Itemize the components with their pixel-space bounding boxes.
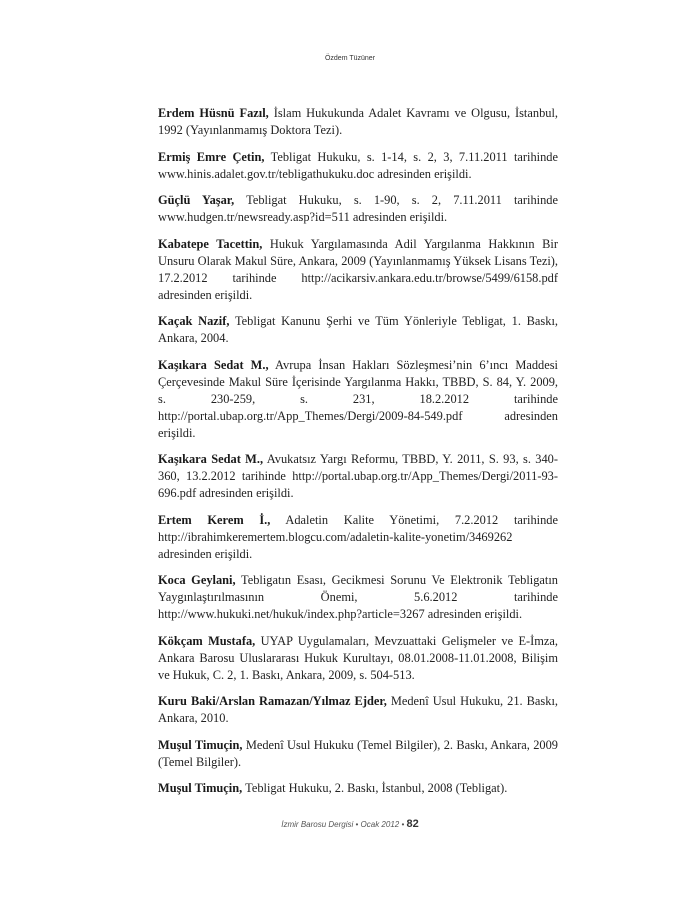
header-author: Özdem Tüzüner <box>324 55 376 62</box>
entry-author: Kuru Baki/Arslan Ramazan/Yılmaz Ejder, <box>158 694 387 708</box>
entry-text: Adaletin Kalite Yönetimi, 7.2.2012 tarihinde http://ibrahimkeremertem.blogcu.com/adaletin-kalite-yonetim/3469262 adresinden erişildi. <box>158 512 558 561</box>
entry-text: Tebligat Hukuku, s. 1-90, s. 2, 7.11.2011 tarihinde www.hudgen.tr/newsready.asp?id=511 adresinden erişildi. <box>158 193 558 224</box>
bibliography-entry <box>158 357 558 442</box>
page-footer <box>0 818 700 830</box>
page-number: 82 <box>406 818 419 830</box>
bibliography-entry <box>158 105 558 139</box>
bibliography-entry <box>158 693 558 727</box>
bibliography-entry <box>158 192 558 226</box>
entry-text: Tebligat Hukuku, s. 1-14, s. 2, 3, 7.11.2011 tarihinde www.hinis.adalet.gov.tr/tebligathukuku.doc adresinden erişildi. <box>158 149 558 181</box>
bibliography-entry <box>158 572 558 623</box>
entry-text: Medenî Usul Hukuku (Temel Bilgiler), 2. Baskı, Ankara, 2009 (Temel Bilgiler). <box>158 737 558 769</box>
entry-author: Kökçam Mustafa, <box>158 633 256 648</box>
bibliography-entry <box>158 633 558 684</box>
footer-journal: İzmir Barosu Dergisi • Ocak 2012 • <box>281 820 405 829</box>
entry-author: Kaşıkara Sedat M., <box>158 452 264 466</box>
bibliography-entry <box>158 780 558 797</box>
entry-text: Medenî Usul Hukuku, 21. Baskı, Ankara, 2010. <box>158 694 558 725</box>
entry-text: Tebligatın Esası, Gecikmesi Sorunu Ve Elektronik Tebligatın Yaygınlaştırılmasının Önemi, 5.6.2012 tarihinde http://www.hukuki.net/hukuk/index.php?article=3267 adresinden erişildi. <box>158 573 559 621</box>
entry-text: UYAP Uygulamaları, Mevzuattaki Gelişmeler ve E-İmza, Ankara Barosu Uluslararası Hukuk Kurultayı, 08.01.2008-11.01.2008, Bilişim ve Hukuk, C. 2, 1. Baskı, Ankara, 2009, s. 504-513. <box>158 633 558 682</box>
bibliography-entry <box>158 149 558 183</box>
entry-author: Ertem Kerem İ., <box>158 512 271 527</box>
entry-text: Tebligat Kanunu Şerhi ve Tüm Yönleriyle Tebligat, 1. Baskı, Ankara, 2004. <box>158 314 558 345</box>
running-header <box>0 55 700 62</box>
entry-text: İslam Hukukunda Adalet Kavramı ve Olgusu, İstanbul, 1992 (Yayınlanmamış Doktora Tezi). <box>158 106 558 137</box>
entry-text: Avukatsız Yargı Reformu, TBBD, Y. 2011, S. 93, s. 340-360, 13.2.2012 tarihinde http://portal.ubap.org.tr/App_Themes/Dergi/2011-93-696.pdf adresinden erişildi. <box>158 452 558 500</box>
entry-author: Ermiş Emre Çetin, <box>158 149 265 164</box>
entry-author: Kabatepe Tacettin, <box>158 236 263 251</box>
entry-author: Kaşıkara Sedat M., <box>158 357 269 372</box>
bibliography-entry <box>158 236 558 304</box>
entry-author: Muşul Timuçin, <box>158 781 243 795</box>
entry-text: Avrupa İnsan Hakları Sözleşmesi’nin 6’ıncı Maddesi Çerçevesinde Makul Süre İçerisinde Yargılanma Hakkı, TBBD, S. 84, Y. 2009, s. 230-259, s. 231, 18.2.2012 tarihinde http://portal.ubap.org.tr/App_Themes/Dergi/2009-84-549.pdf adresinden erişildi. <box>158 357 558 440</box>
entry-text: Hukuk Yargılamasında Adil Yargılanma Hakkının Bir Unsuru Olarak Makul Süre, Ankara, 2009 (Yayınlanmamış Yüksek Lisans Tezi), 17.2.2012 tarihinde http://acikarsiv.ankara.edu.tr/browse/5499/6158.pdf adresinden erişildi. <box>158 236 558 302</box>
entry-author: Muşul Timuçin, <box>158 737 243 752</box>
bibliography-entry <box>158 512 558 563</box>
bibliography-list <box>158 105 558 807</box>
entry-author: Koca Geylani, <box>158 573 236 587</box>
entry-author: Güçlü Yaşar, <box>158 193 235 207</box>
bibliography-entry <box>158 737 558 771</box>
bibliography-entry <box>158 313 558 347</box>
entry-text: Tebligat Hukuku, 2. Baskı, İstanbul, 2008 (Tebligat). <box>242 781 508 795</box>
entry-author: Kaçak Nazif, <box>158 314 230 328</box>
entry-author: Erdem Hüsnü Fazıl, <box>158 106 269 120</box>
bibliography-entry <box>158 451 558 502</box>
